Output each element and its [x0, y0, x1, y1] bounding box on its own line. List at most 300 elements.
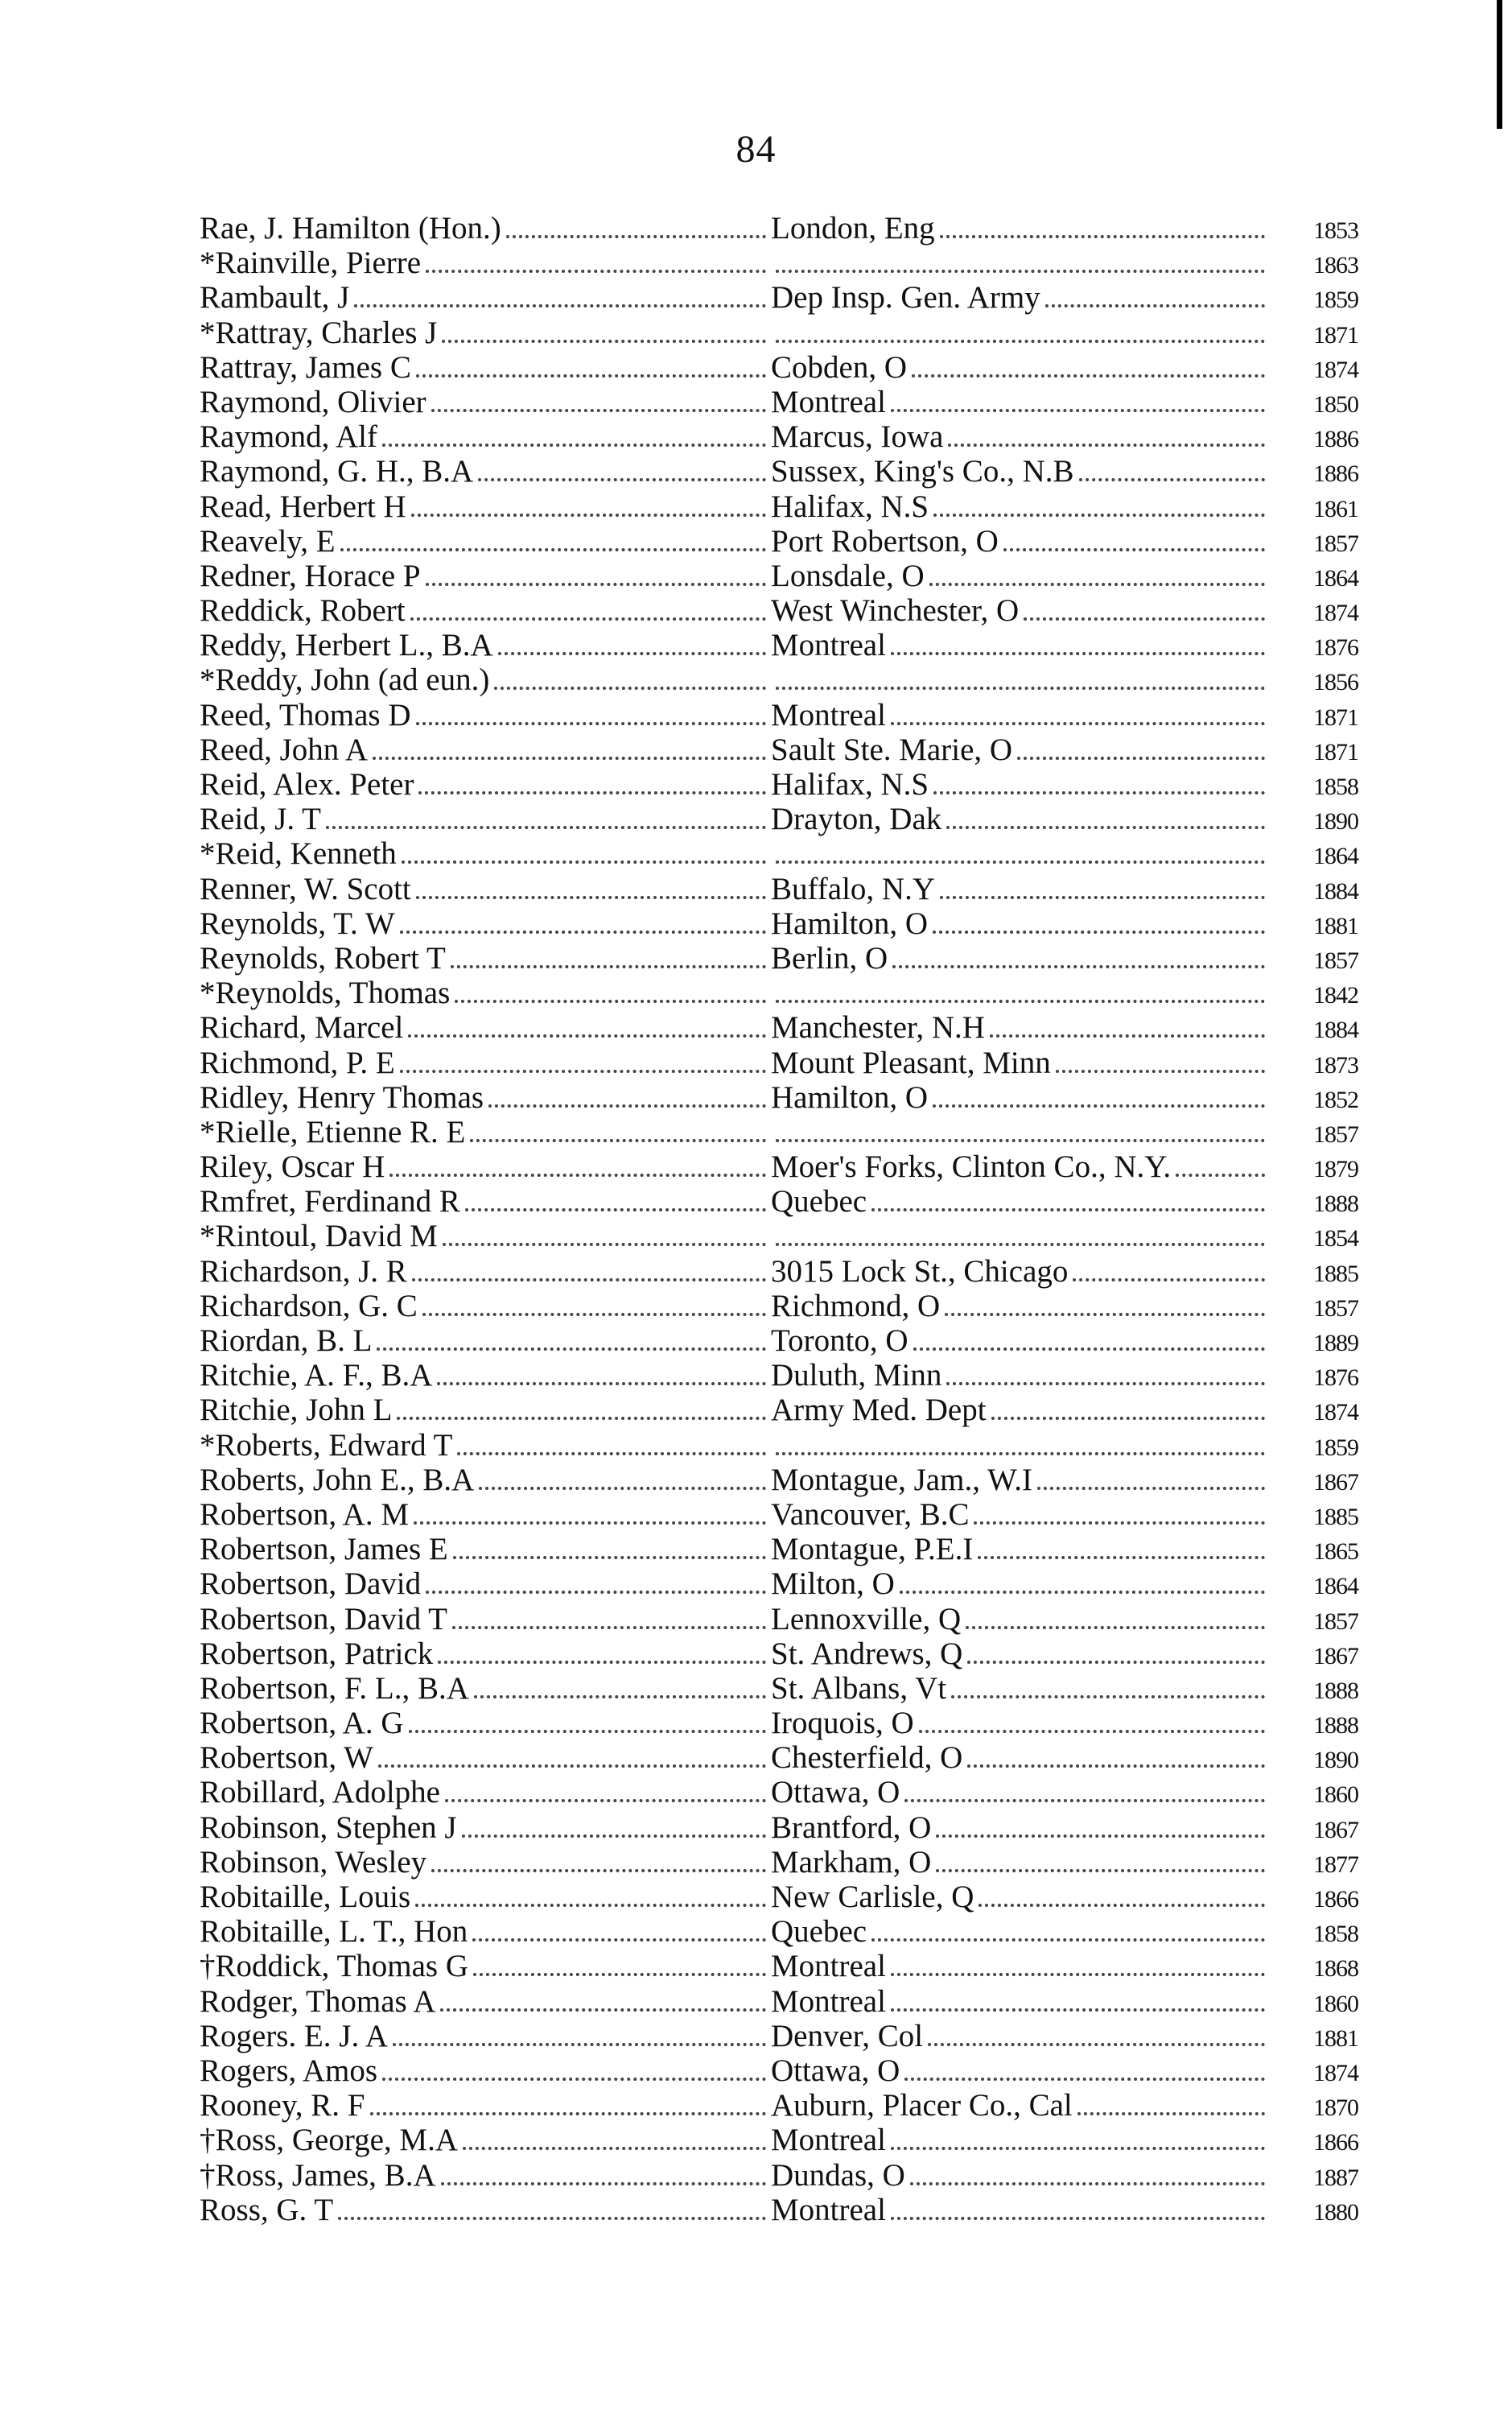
dot-leader	[891, 2008, 1265, 2012]
entry-year: 1859	[1313, 1434, 1358, 1461]
entry-name-column	[200, 1740, 771, 1776]
register-entry	[200, 1358, 1358, 1393]
entry-place-column	[771, 1046, 1270, 1081]
entry-name-column	[200, 628, 771, 663]
entry-year: 1842	[1313, 982, 1358, 1009]
entry-name: Reid, Alex. Peter	[200, 767, 414, 802]
dot-leader	[978, 1904, 1265, 1907]
dot-leader	[445, 1799, 766, 1802]
dot-leader	[891, 652, 1265, 655]
register-entry	[200, 1323, 1358, 1358]
entry-place: Markham, O	[771, 1844, 932, 1880]
register-entry	[200, 2123, 1358, 2157]
entry-year: 1886	[1313, 426, 1358, 453]
entry-place: London, Eng	[771, 211, 935, 246]
entry-place-column	[771, 1010, 1270, 1046]
entry-place: Montreal	[771, 2192, 886, 2227]
entry-place-column	[771, 941, 1270, 976]
entry-place-column	[771, 2158, 1270, 2193]
dot-leader	[382, 444, 766, 447]
dot-leader	[426, 1591, 766, 1594]
entry-name: Reynolds, Robert T	[200, 940, 446, 976]
dot-leader	[978, 1556, 1265, 1559]
dot-leader	[416, 374, 766, 378]
entry-place-column	[771, 280, 1270, 316]
register-entry	[200, 385, 1358, 419]
entry-name: Robitaille, L. T., Hon	[200, 1914, 468, 1950]
entry-place-column	[771, 1254, 1270, 1290]
entry-name-column	[200, 316, 771, 351]
entry-year: 1867	[1313, 1642, 1358, 1669]
register-entry	[200, 1115, 1358, 1149]
entry-place-column	[771, 489, 1270, 525]
dot-leader	[410, 617, 766, 621]
register-entry	[200, 2088, 1358, 2123]
register-entry	[200, 1393, 1358, 1427]
register-entry	[200, 489, 1358, 524]
entry-name-column	[200, 1706, 771, 1741]
dot-leader	[451, 965, 766, 968]
entry-place: Lennoxville, Q	[771, 1601, 962, 1636]
entry-name-column	[200, 1428, 771, 1463]
dot-leader	[951, 1695, 1265, 1698]
entry-year: 1890	[1313, 808, 1358, 836]
entry-name-column	[200, 211, 771, 246]
dot-leader	[463, 2147, 766, 2150]
dot-leader	[910, 2182, 1265, 2185]
entry-name: Robinson, Wesley	[200, 1844, 427, 1880]
entry-place-column	[771, 2123, 1270, 2158]
entry-name-column	[200, 2053, 771, 2089]
entry-name-column	[200, 1323, 771, 1359]
dot-leader	[340, 548, 766, 551]
entry-name: Riordan, B. L	[200, 1323, 373, 1358]
dot-leader	[1037, 1487, 1265, 1490]
dot-leader	[470, 1139, 766, 1142]
register-entry	[200, 836, 1358, 871]
register-entry	[200, 1254, 1358, 1289]
entry-year: 1858	[1313, 1921, 1358, 1948]
register-entry	[200, 1566, 1358, 1601]
entry-place: Brantford, O	[771, 1810, 932, 1845]
dot-leader	[933, 931, 1265, 934]
dot-leader	[940, 235, 1265, 238]
entry-name-column	[200, 524, 771, 559]
dot-leader	[415, 1904, 766, 1907]
dot-leader	[440, 2008, 766, 2012]
register-entry	[200, 662, 1358, 697]
entry-year: 1857	[1313, 530, 1358, 557]
entry-year: 1886	[1313, 460, 1358, 488]
entry-year: 1856	[1313, 669, 1358, 696]
dot-leader	[933, 514, 1265, 517]
entry-name: Reddy, Herbert L., B.A	[200, 628, 493, 663]
entry-name: Robertson, James E	[200, 1532, 448, 1567]
entry-name-column	[200, 698, 771, 733]
entry-place-column	[771, 1706, 1270, 1741]
dot-leader	[1017, 757, 1265, 760]
entry-year: 1864	[1313, 843, 1358, 870]
entry-year: 1888	[1313, 1191, 1358, 1218]
entry-place: Montague, P.E.I	[771, 1532, 974, 1567]
dot-leader	[776, 340, 1265, 343]
entry-year: 1853	[1313, 217, 1358, 244]
entry-place-column	[771, 1463, 1270, 1498]
entry-year: 1885	[1313, 1503, 1358, 1530]
dot-leader	[412, 1278, 766, 1281]
entry-name-column	[200, 1949, 771, 1984]
entry-name-column	[200, 454, 771, 489]
entry-place: Sussex, King's Co., N.B	[771, 454, 1074, 489]
entry-name: Raymond, Alf	[200, 419, 377, 455]
dot-leader	[1176, 1174, 1265, 1177]
entry-name-column	[200, 246, 771, 281]
entry-place-column	[771, 1949, 1270, 1984]
entry-year: 1867	[1313, 1468, 1358, 1496]
dot-leader	[411, 514, 766, 517]
register-entry	[200, 976, 1358, 1010]
dot-leader	[378, 1764, 766, 1768]
entry-place: Moer's Forks, Clinton Co., N.Y.	[771, 1149, 1172, 1185]
entry-name: Read, Herbert H	[200, 489, 406, 524]
register-entry	[200, 1740, 1358, 1775]
entry-place: Buffalo, N.Y	[771, 871, 936, 906]
entry-name-column	[200, 1497, 771, 1533]
entry-name-column	[200, 1636, 771, 1672]
entry-place: 3015 Lock St., Chicago	[771, 1253, 1069, 1289]
entry-name: Roberts, John E., B.A	[200, 1462, 475, 1497]
entry-name-column	[200, 732, 771, 768]
entry-place: Montreal	[771, 2123, 886, 2158]
entry-year: 1874	[1313, 356, 1358, 383]
register-entry	[200, 872, 1358, 906]
entry-name: Robinson, Stephen J	[200, 1810, 457, 1845]
entry-place-column	[771, 340, 1270, 351]
entry-year: 1884	[1313, 1017, 1358, 1044]
dot-leader	[408, 1034, 766, 1038]
dot-leader	[1024, 617, 1265, 621]
entry-name-column	[200, 1046, 771, 1081]
entry-year: 1873	[1313, 1051, 1358, 1079]
entry-year: 1874	[1313, 2059, 1358, 2086]
entry-place: Iroquois, O	[771, 1706, 914, 1741]
entry-name-column	[200, 1810, 771, 1846]
entry-year: 1867	[1313, 1816, 1358, 1843]
dot-leader	[1077, 2112, 1265, 2115]
entry-name: Robillard, Adolphe	[200, 1775, 440, 1810]
dot-leader	[426, 583, 766, 586]
dot-leader	[929, 583, 1265, 586]
entry-place: Milton, O	[771, 1566, 895, 1602]
entry-year: 1863	[1313, 252, 1358, 279]
entry-name-column	[200, 593, 771, 629]
entry-place-column	[771, 1289, 1270, 1324]
dot-leader	[453, 1556, 766, 1559]
entry-year: 1857	[1313, 1120, 1358, 1148]
register-entry	[200, 1532, 1358, 1566]
entry-place-column	[771, 1671, 1270, 1706]
page-number: 84	[735, 128, 777, 171]
entry-year: 1888	[1313, 1712, 1358, 1739]
entry-name-column	[200, 2193, 771, 2228]
entry-name: Robertson, F. L., B.A	[200, 1670, 469, 1706]
entry-place: Richmond, O	[771, 1288, 941, 1323]
register-entry	[200, 454, 1358, 489]
entry-name-column	[200, 941, 771, 976]
dot-leader	[409, 1730, 767, 1733]
entry-name: Robertson, David	[200, 1566, 422, 1602]
entry-place-column	[771, 1000, 1270, 1011]
register-list	[200, 211, 1358, 2227]
dot-leader	[913, 1347, 1265, 1351]
entry-name-column	[200, 1184, 771, 1219]
entry-place: Ottawa, O	[771, 1775, 900, 1810]
entry-name-column	[200, 802, 771, 837]
entry-year: 1885	[1313, 1260, 1358, 1287]
entry-place-column	[771, 1740, 1270, 1776]
entry-place-column	[771, 1810, 1270, 1846]
dot-leader	[397, 1417, 766, 1420]
entry-year: 1857	[1313, 947, 1358, 974]
entry-name-column	[200, 2019, 771, 2054]
entry-place: Montreal	[771, 384, 886, 419]
entry-name-column	[200, 559, 771, 594]
entry-name: †Roddick, Thomas G	[200, 1949, 469, 1984]
register-entry	[200, 1845, 1358, 1880]
entry-year: 1871	[1313, 321, 1358, 349]
entry-name-column	[200, 872, 771, 907]
entry-name: *Reynolds, Thomas	[200, 976, 451, 1011]
register-entry	[200, 280, 1358, 315]
entry-name: *Rielle, Etienne R. E	[200, 1114, 466, 1149]
entry-name-column	[200, 350, 771, 386]
entry-name: *Reid, Kenneth	[200, 836, 397, 872]
entry-place-column	[771, 628, 1270, 663]
dot-leader	[474, 1695, 766, 1698]
register-entry	[200, 2158, 1358, 2193]
entry-name-column	[200, 906, 771, 942]
entry-year: 1888	[1313, 1677, 1358, 1704]
entry-name: Richardson, G. C	[200, 1288, 418, 1323]
entry-place-column	[771, 1080, 1270, 1116]
entry-place: Lonsdale, O	[771, 558, 925, 593]
entry-place: Port Robertson, O	[771, 523, 999, 559]
entry-place: Cobden, O	[771, 349, 907, 385]
entry-place-column	[771, 1184, 1270, 1219]
dot-leader	[370, 2112, 767, 2115]
entry-place-column	[771, 385, 1270, 420]
register-entry	[200, 1010, 1358, 1045]
entry-place-column	[771, 1243, 1270, 1254]
entry-place-column	[771, 860, 1270, 872]
entry-year: 1887	[1313, 2164, 1358, 2191]
entry-name: *Rintoul, David M	[200, 1219, 438, 1254]
dot-leader	[891, 409, 1265, 412]
entry-year: 1861	[1313, 495, 1358, 522]
entry-name: Robertson, David T	[200, 1601, 448, 1636]
entry-name: Richardson, J. R	[200, 1253, 407, 1289]
entry-name-column	[200, 2123, 771, 2158]
entry-place: St. Albans, Vt	[771, 1670, 947, 1706]
entry-name-column	[200, 1358, 771, 1393]
entry-name-column	[200, 1914, 771, 1950]
entry-place-column	[771, 211, 1270, 246]
entry-place-column	[771, 767, 1270, 803]
dot-leader	[933, 791, 1265, 794]
entry-name: Raymond, G. H., B.A	[200, 454, 474, 489]
entry-place-column	[771, 1149, 1270, 1185]
dot-leader	[948, 444, 1265, 447]
dot-leader	[936, 1869, 1265, 1872]
register-entry	[200, 524, 1358, 559]
entry-name-column	[200, 489, 771, 525]
register-entry	[200, 350, 1358, 385]
entry-name: Raymond, Olivier	[200, 384, 426, 419]
register-entry	[200, 1149, 1358, 1184]
dot-leader	[945, 1313, 1265, 1316]
entry-place: Toronto, O	[771, 1323, 908, 1358]
dot-leader	[498, 652, 766, 655]
entry-year: 1850	[1313, 390, 1358, 418]
dot-leader	[966, 1626, 1265, 1629]
entry-year: 1876	[1313, 1364, 1358, 1392]
entry-name: †Ross, George, M.A	[200, 2123, 459, 2158]
register-entry	[200, 628, 1358, 662]
entry-name: Ritchie, John L	[200, 1393, 393, 1428]
register-entry	[200, 1810, 1358, 1845]
entry-year: 1859	[1313, 287, 1358, 314]
dot-leader	[488, 1104, 766, 1108]
entry-place: New Carlisle, Q	[771, 1880, 974, 1914]
register-entry	[200, 1463, 1358, 1497]
entry-name: Rodger, Thomas A	[200, 1983, 436, 2019]
entry-place: Vancouver, B.C	[771, 1496, 970, 1532]
entry-name: Robertson, A. G	[200, 1706, 404, 1741]
dot-leader	[400, 931, 766, 934]
dot-leader	[776, 270, 1265, 273]
entry-place: Quebec	[771, 1184, 867, 1219]
entry-name: Robertson, W	[200, 1740, 373, 1776]
register-entry	[200, 1914, 1358, 1949]
register-entry	[200, 1289, 1358, 1323]
dot-leader	[465, 1208, 766, 1211]
entry-name: Reynolds, T. W	[200, 906, 395, 941]
entry-name-column	[200, 385, 771, 420]
entry-name: Reavely, E	[200, 523, 336, 559]
entry-place-column	[771, 906, 1270, 942]
entry-place-column	[771, 1775, 1270, 1810]
entry-name-column	[200, 1393, 771, 1428]
dot-leader	[1045, 304, 1265, 307]
entry-year: 1852	[1313, 1086, 1358, 1113]
entry-year: 1879	[1313, 1156, 1358, 1183]
dot-leader	[393, 2043, 766, 2046]
dot-leader	[443, 1243, 766, 1246]
entry-name-column	[200, 1845, 771, 1880]
entry-place-column	[771, 419, 1270, 455]
entry-place: West Winchester, O	[771, 593, 1020, 629]
dot-leader	[871, 1208, 1265, 1211]
entry-name-column	[200, 1880, 771, 1915]
dot-leader	[373, 757, 766, 760]
entry-place: Berlin, O	[771, 940, 888, 976]
dot-leader	[414, 1521, 766, 1525]
dot-leader	[776, 860, 1265, 864]
dot-leader	[900, 1591, 1265, 1594]
entry-place: Montreal	[771, 697, 886, 732]
dot-leader	[1003, 548, 1265, 551]
entry-place-column	[771, 1880, 1270, 1915]
entry-name-column	[200, 2088, 771, 2123]
dot-leader	[422, 1313, 766, 1316]
register-entry	[200, 906, 1358, 941]
entry-name: Ritchie, A. F., B.A	[200, 1358, 433, 1393]
entry-year: 1858	[1313, 774, 1358, 800]
register-entry	[200, 2019, 1358, 2053]
dot-leader	[974, 1521, 1265, 1525]
dot-leader	[455, 1000, 766, 1003]
register-entry	[200, 1775, 1358, 1810]
dot-leader	[402, 860, 766, 864]
entry-name-column	[200, 1289, 771, 1324]
dot-leader	[891, 2217, 1265, 2220]
dot-leader	[442, 340, 766, 343]
dot-leader	[891, 1973, 1265, 1976]
entry-name-column	[200, 1463, 771, 1498]
entry-place: Dundas, O	[771, 2157, 905, 2193]
entry-name-column	[200, 1010, 771, 1046]
entry-place-column	[771, 1914, 1270, 1950]
entry-name: *Rainville, Pierre	[200, 246, 422, 281]
register-entry	[200, 246, 1358, 280]
entry-place-column	[771, 2053, 1270, 2089]
dot-leader	[1056, 1070, 1265, 1073]
dot-leader	[457, 1452, 766, 1455]
register-entry	[200, 802, 1358, 836]
dot-leader	[326, 826, 766, 829]
entry-place: Sault Ste. Marie, O	[771, 732, 1013, 767]
entry-place-column	[771, 1845, 1270, 1880]
entry-name: Robertson, Patrick	[200, 1636, 434, 1671]
dot-leader	[389, 1174, 766, 1177]
dot-leader	[776, 687, 1265, 690]
entry-place-column	[771, 732, 1270, 768]
register-entry	[200, 941, 1358, 976]
entry-name: Ridley, Henry Thomas	[200, 1079, 484, 1115]
entry-place: Ottawa, O	[771, 2053, 900, 2088]
entry-name: Rmfret, Ferdinand R	[200, 1184, 460, 1219]
entry-year: 1857	[1313, 1294, 1358, 1322]
dot-leader	[936, 1834, 1265, 1838]
register-entry	[200, 767, 1358, 802]
entry-place: Manchester, N.H	[771, 1010, 985, 1046]
entry-year: 1871	[1313, 704, 1358, 731]
entry-name: Robertson, A. M	[200, 1496, 410, 1532]
entry-place: Drayton, Dak	[771, 802, 942, 837]
dot-leader	[1073, 1278, 1265, 1281]
dot-leader	[776, 1000, 1265, 1003]
dot-leader	[776, 1452, 1265, 1455]
entry-year: 1871	[1313, 738, 1358, 766]
entry-name-column	[200, 1602, 771, 1637]
entry-name-column	[200, 662, 771, 698]
entry-name: Richard, Marcel	[200, 1010, 404, 1046]
entry-place: Halifax, N.S	[771, 767, 929, 802]
dot-leader	[416, 896, 766, 899]
register-entry	[200, 732, 1358, 767]
dot-leader	[431, 1869, 766, 1872]
entry-name-column	[200, 1775, 771, 1810]
